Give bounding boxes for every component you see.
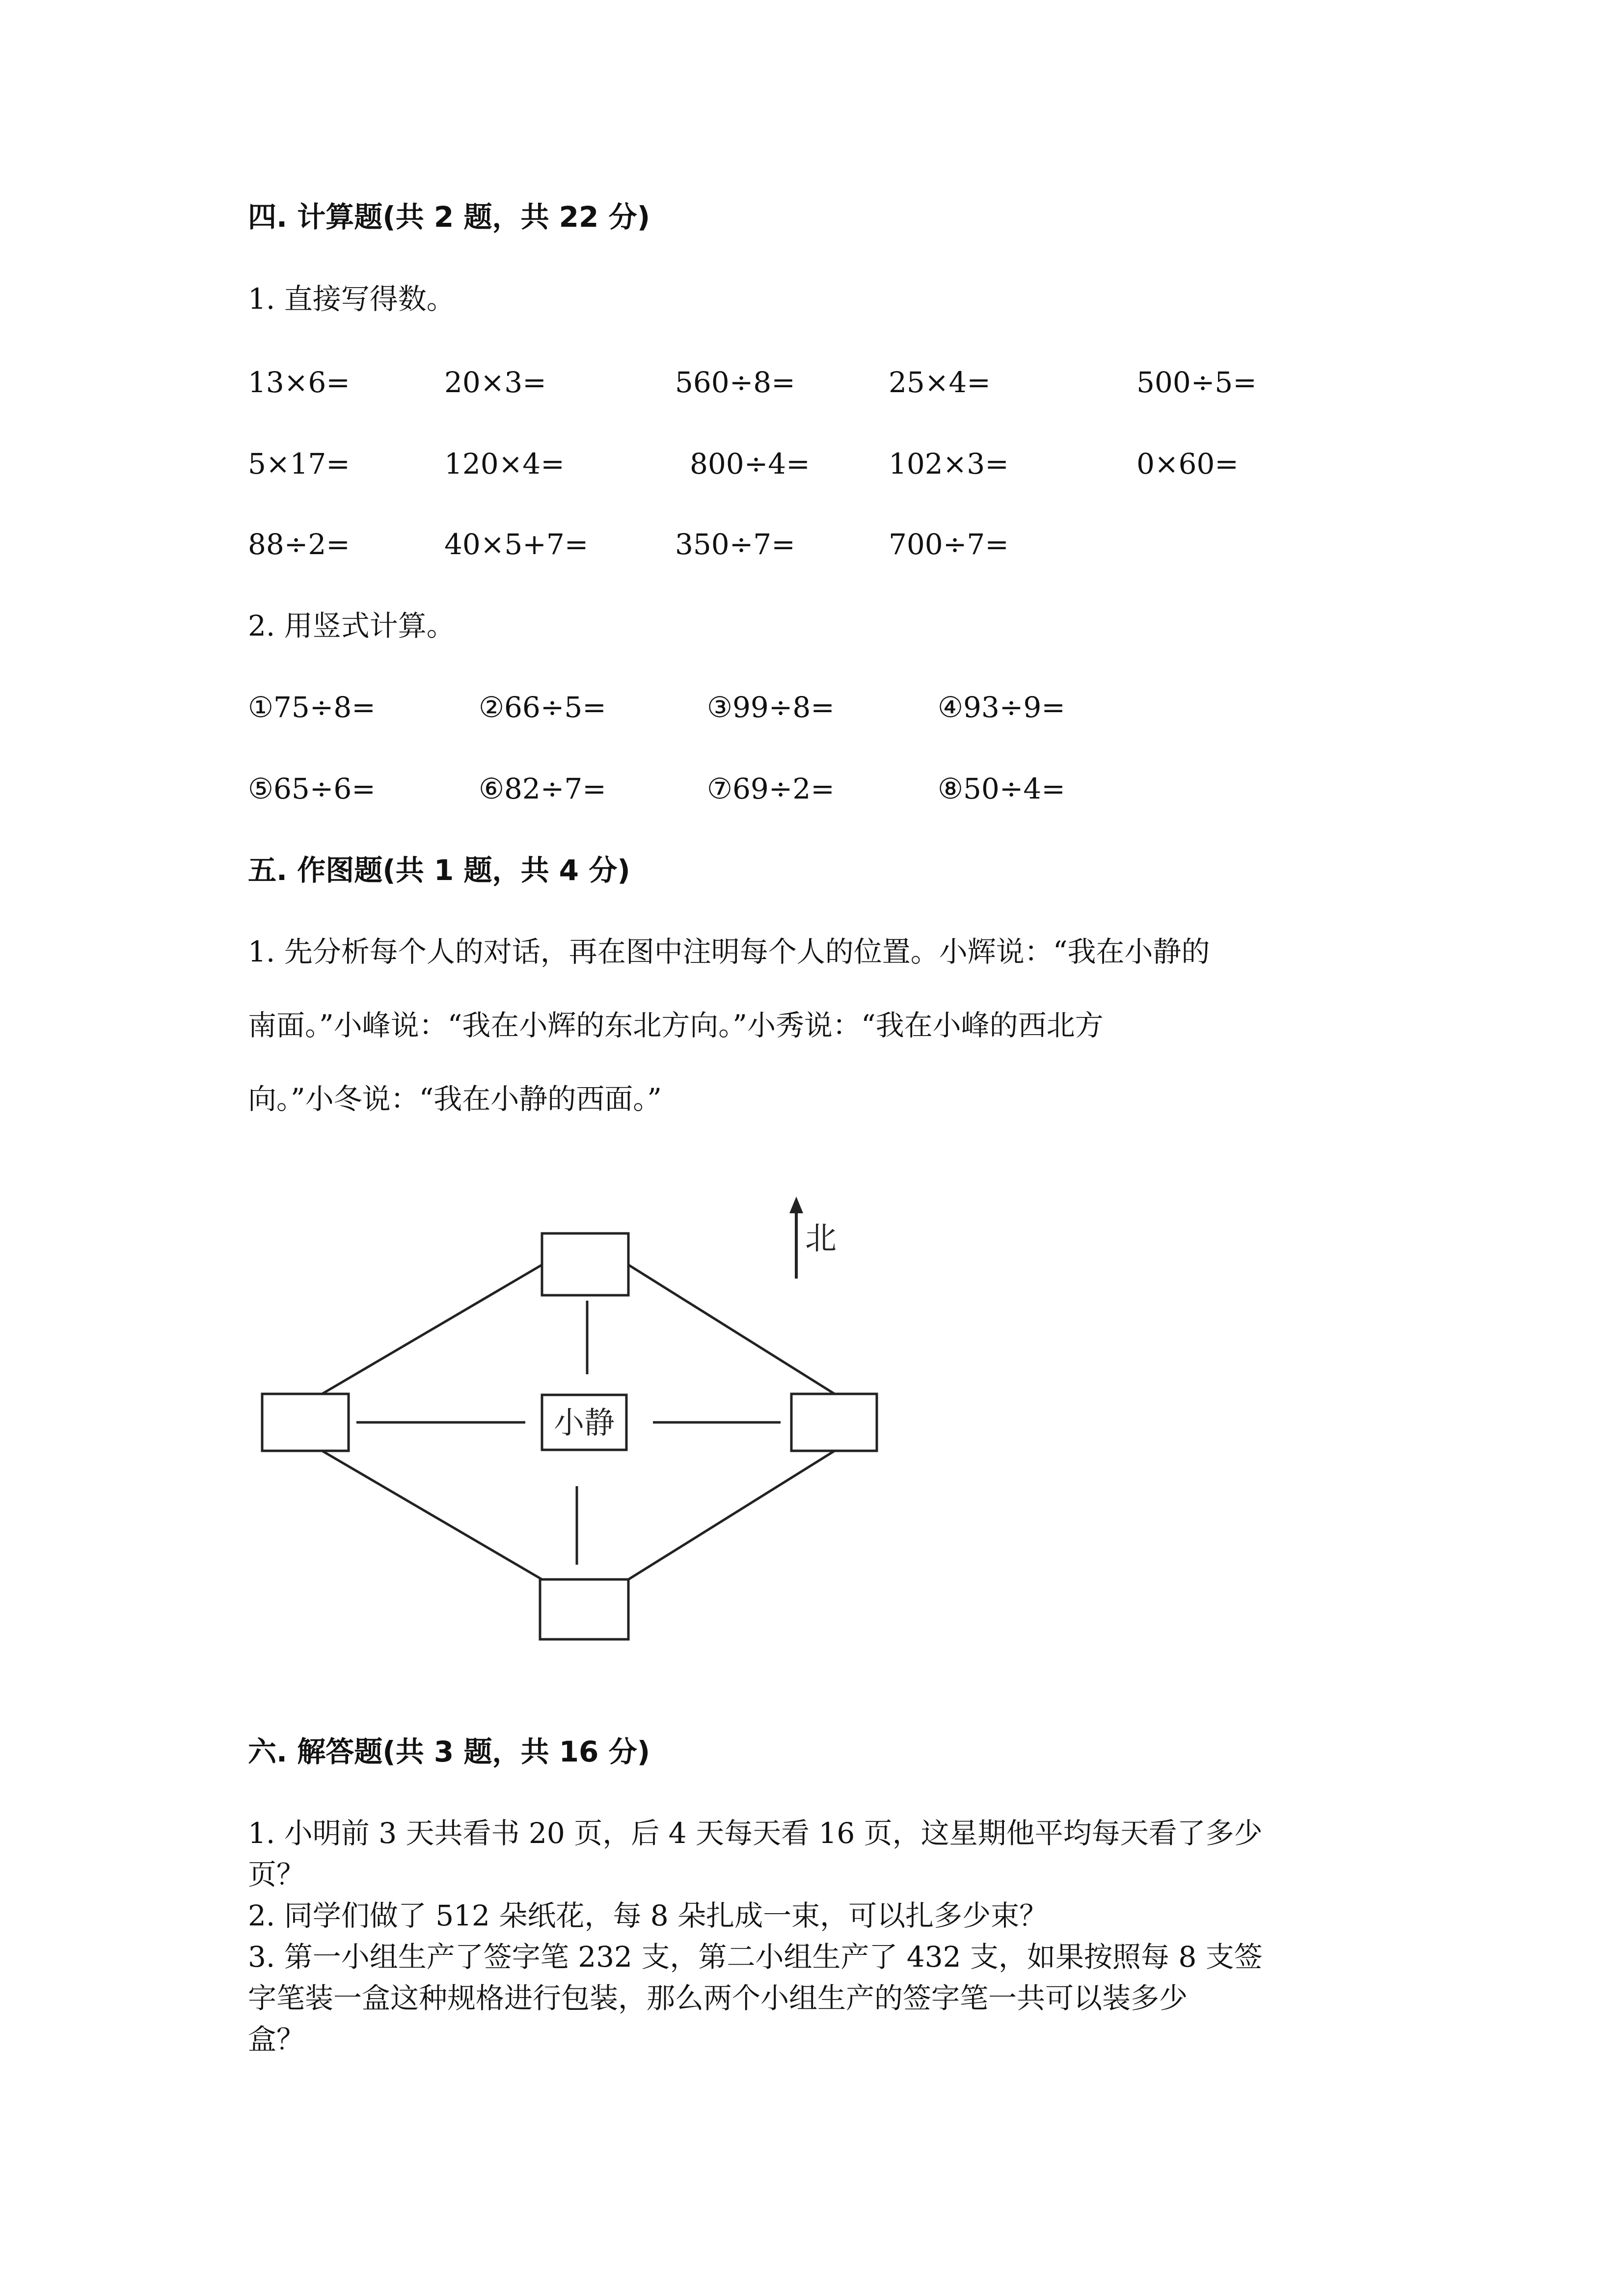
north-label: 北 — [805, 1221, 837, 1257]
answer-question-line: 2. 同学们做了 512 朵纸花，每 8 朵扎成一束，可以扎多少束？ — [248, 1899, 1048, 1932]
answer-question-line: 1. 小明前 3 天共看书 20 页，后 4 天每天看 16 页，这星期他平均每天看了多少 — [248, 1816, 1263, 1850]
calc-item: 700÷7= — [889, 528, 1009, 561]
section-5-heading: 五. 作图题(共 1 题，共 4 分) — [248, 854, 630, 887]
calc-item: 0×60= — [1137, 447, 1239, 481]
calc-item: 560÷8= — [675, 366, 795, 399]
box-south — [540, 1579, 628, 1639]
calc-item: 5×17= — [248, 447, 350, 481]
question-4-1-prompt: 1. 直接写得数。 — [248, 282, 455, 316]
answer-question-line: 盒？ — [248, 2023, 305, 2056]
question-4-2-prompt: 2. 用竖式计算。 — [248, 609, 455, 642]
section-6-heading: 六. 解答题(共 3 题，共 16 分) — [248, 1735, 650, 1768]
calc-item: 25×4= — [889, 366, 991, 399]
division-item: ⑦69÷2= — [707, 772, 835, 805]
division-item: ⑧50÷4= — [938, 772, 1065, 805]
division-item: ⑥82÷7= — [479, 772, 606, 805]
answer-question-line: 字笔装一盒这种规格进行包装，那么两个小组生产的签字笔一共可以装多少 — [248, 1981, 1188, 2015]
division-item: ①75÷8= — [248, 691, 376, 724]
calc-item: 13×6= — [248, 366, 350, 399]
question-5-1-line: 南面。”小峰说：“我在小辉的东北方向。”小秀说：“我在小峰的西北方 — [248, 1009, 1104, 1042]
question-5-1-line: 1. 先分析每个人的对话，再在图中注明每个人的位置。小辉说：“我在小静的 — [248, 935, 1210, 968]
calc-item: 500÷5= — [1137, 366, 1257, 399]
north-arrow-icon — [789, 1197, 803, 1279]
calc-item: 350÷7= — [675, 528, 795, 561]
division-item: ④93÷9= — [938, 691, 1065, 724]
box-east — [791, 1394, 877, 1451]
division-item: ②66÷5= — [479, 691, 606, 724]
calc-item: 102×3= — [889, 447, 1009, 481]
question-5-1-line: 向。”小冬说：“我在小静的西面。” — [248, 1082, 662, 1116]
box-north — [542, 1233, 628, 1295]
center-label: 小静 — [553, 1405, 615, 1441]
calc-item: 88÷2= — [248, 528, 350, 561]
section-4-heading: 四. 计算题(共 2 题，共 22 分) — [248, 200, 650, 234]
division-item: ⑤65÷6= — [248, 772, 376, 805]
calc-item: 800÷4= — [690, 447, 810, 481]
edge-north-east — [628, 1265, 835, 1394]
box-west — [262, 1394, 349, 1451]
edge-east-south — [628, 1451, 835, 1579]
division-item: ③99÷8= — [707, 691, 835, 724]
answer-question-line: 3. 第一小组生产了签字笔 232 支，第二小组生产了 432 支，如果按照每 8 支签 — [248, 1940, 1263, 1974]
edge-south-west — [322, 1451, 542, 1579]
answer-question-line: 页？ — [248, 1858, 305, 1891]
edge-west-north — [322, 1265, 542, 1394]
calc-item: 120×4= — [444, 447, 565, 481]
calc-item: 40×5+7= — [444, 528, 589, 561]
calc-item: 20×3= — [444, 366, 546, 399]
